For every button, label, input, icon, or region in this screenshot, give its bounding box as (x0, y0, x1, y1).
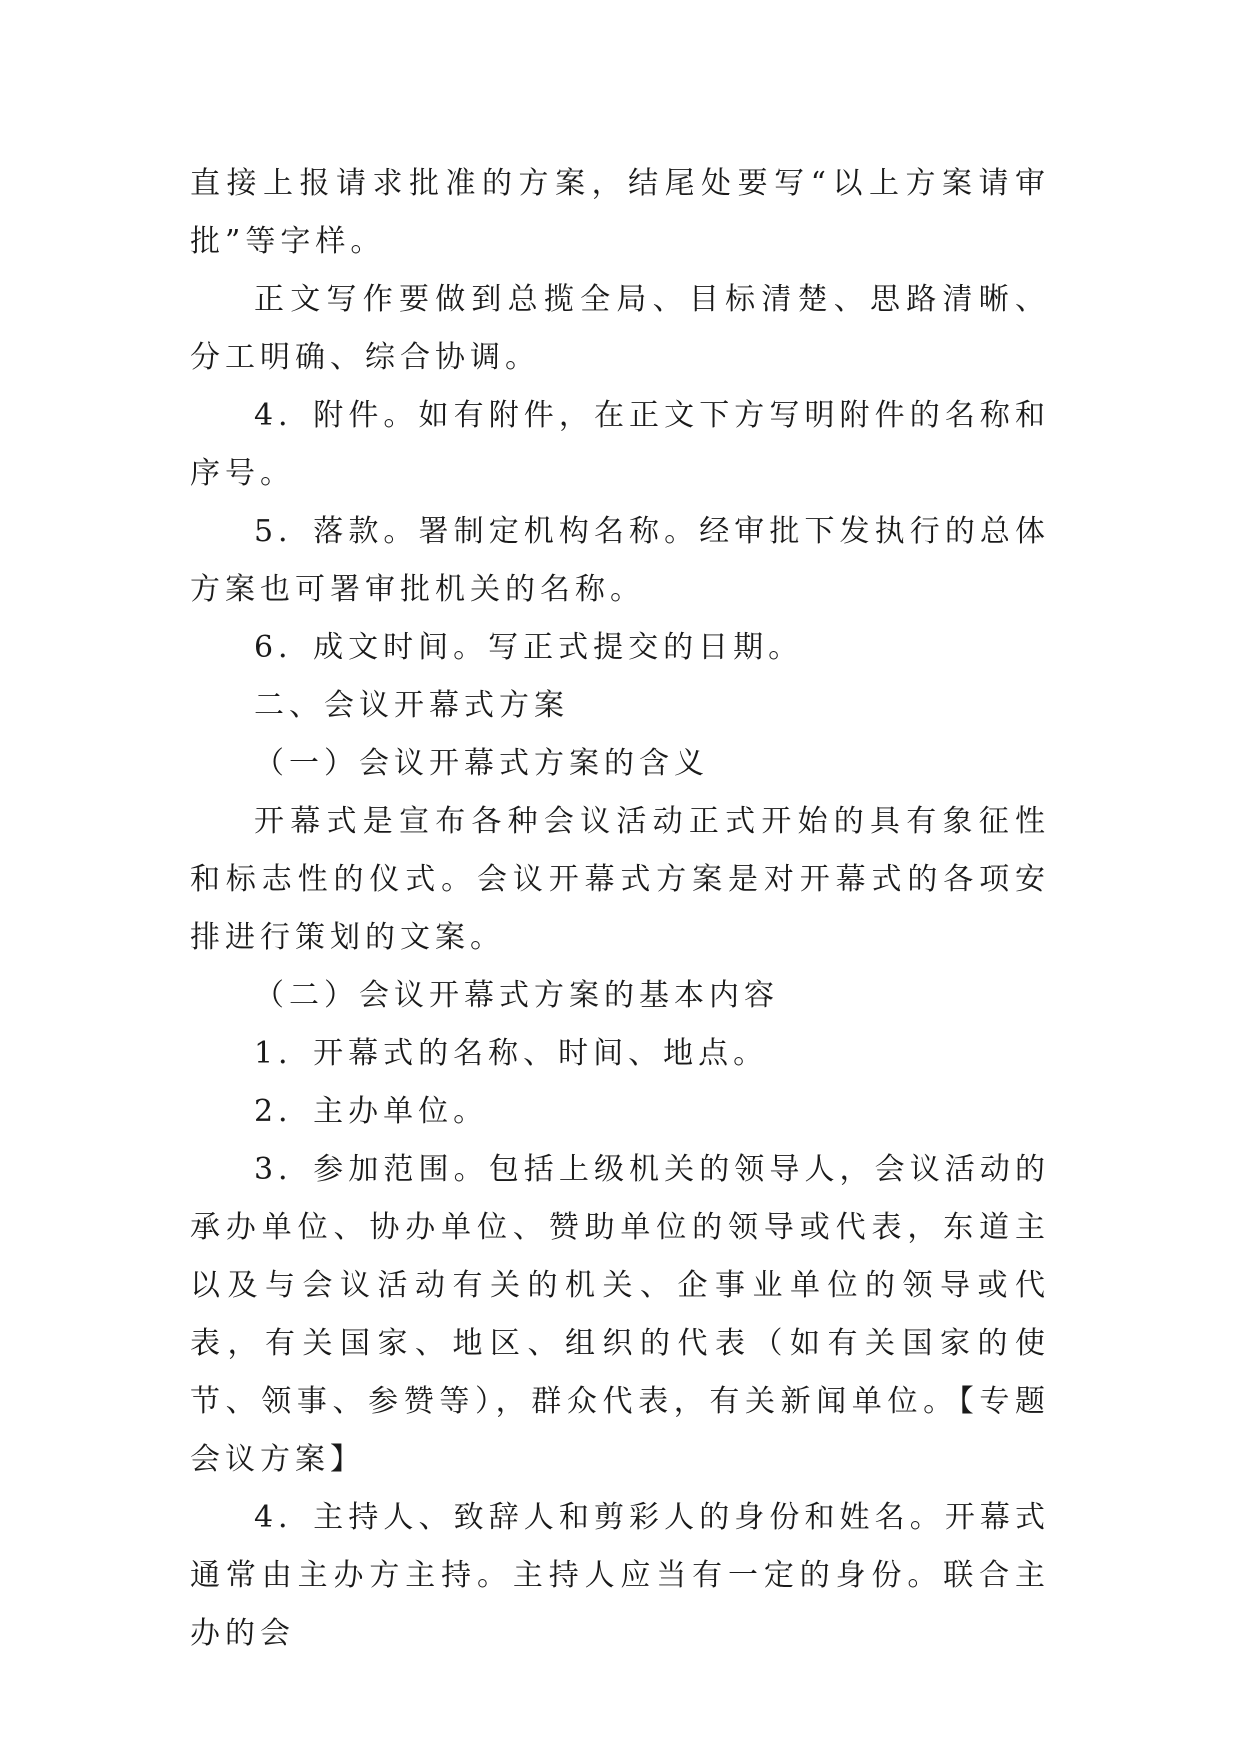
paragraph-10: 1．开幕式的名称、时间、地点。 (254, 1036, 769, 1071)
paragraph-13: 4．主持人、致辞人和剪彩人的身份和姓名。开幕式通常由主办方主持。主持人应当有一定的身份。联合主办的会 (190, 1500, 1050, 1651)
document-page (190, 155, 1050, 1663)
subsection-heading-2: （二）会议开幕式方案的基本内容 (254, 978, 779, 1013)
subsection-heading-1: （一）会议开幕式方案的含义 (254, 746, 709, 781)
paragraph-8: 开幕式是宣布各种会议活动正式开始的具有象征性和标志性的仪式。会议开幕式方案是对开幕式的各项安排进行策划的文案。 (190, 804, 1050, 955)
paragraph-11: 2．主办单位。 (254, 1094, 489, 1129)
section-heading: 二、会议开幕式方案 (254, 688, 569, 723)
paragraph-2: 正文写作要做到总揽全局、目标清楚、思路清晰、分工明确、综合协调。 (190, 282, 1050, 375)
paragraph-1: 直接上报请求批准的方案，结尾处要写“以上方案请审批”等字样。 (190, 166, 1050, 259)
paragraph-3: 4．附件。如有附件，在正文下方写明附件的名称和序号。 (190, 398, 1050, 491)
paragraph-5: 6．成文时间。写正式提交的日期。 (254, 630, 804, 665)
paragraph-4: 5．落款。署制定机构名称。经审批下发执行的总体方案也可署审批机关的名称。 (190, 514, 1050, 607)
paragraph-12: 3．参加范围。包括上级机关的领导人，会议活动的承办单位、协办单位、赞助单位的领导或代表，东道主以及与会议活动有关的机关、企事业单位的领导或代表，有关国家、地区、组织的代表（如有关国家的使节、领事、参赞等），群众代表，有关新闻单位。【专题会议方案】 (190, 1152, 1050, 1477)
